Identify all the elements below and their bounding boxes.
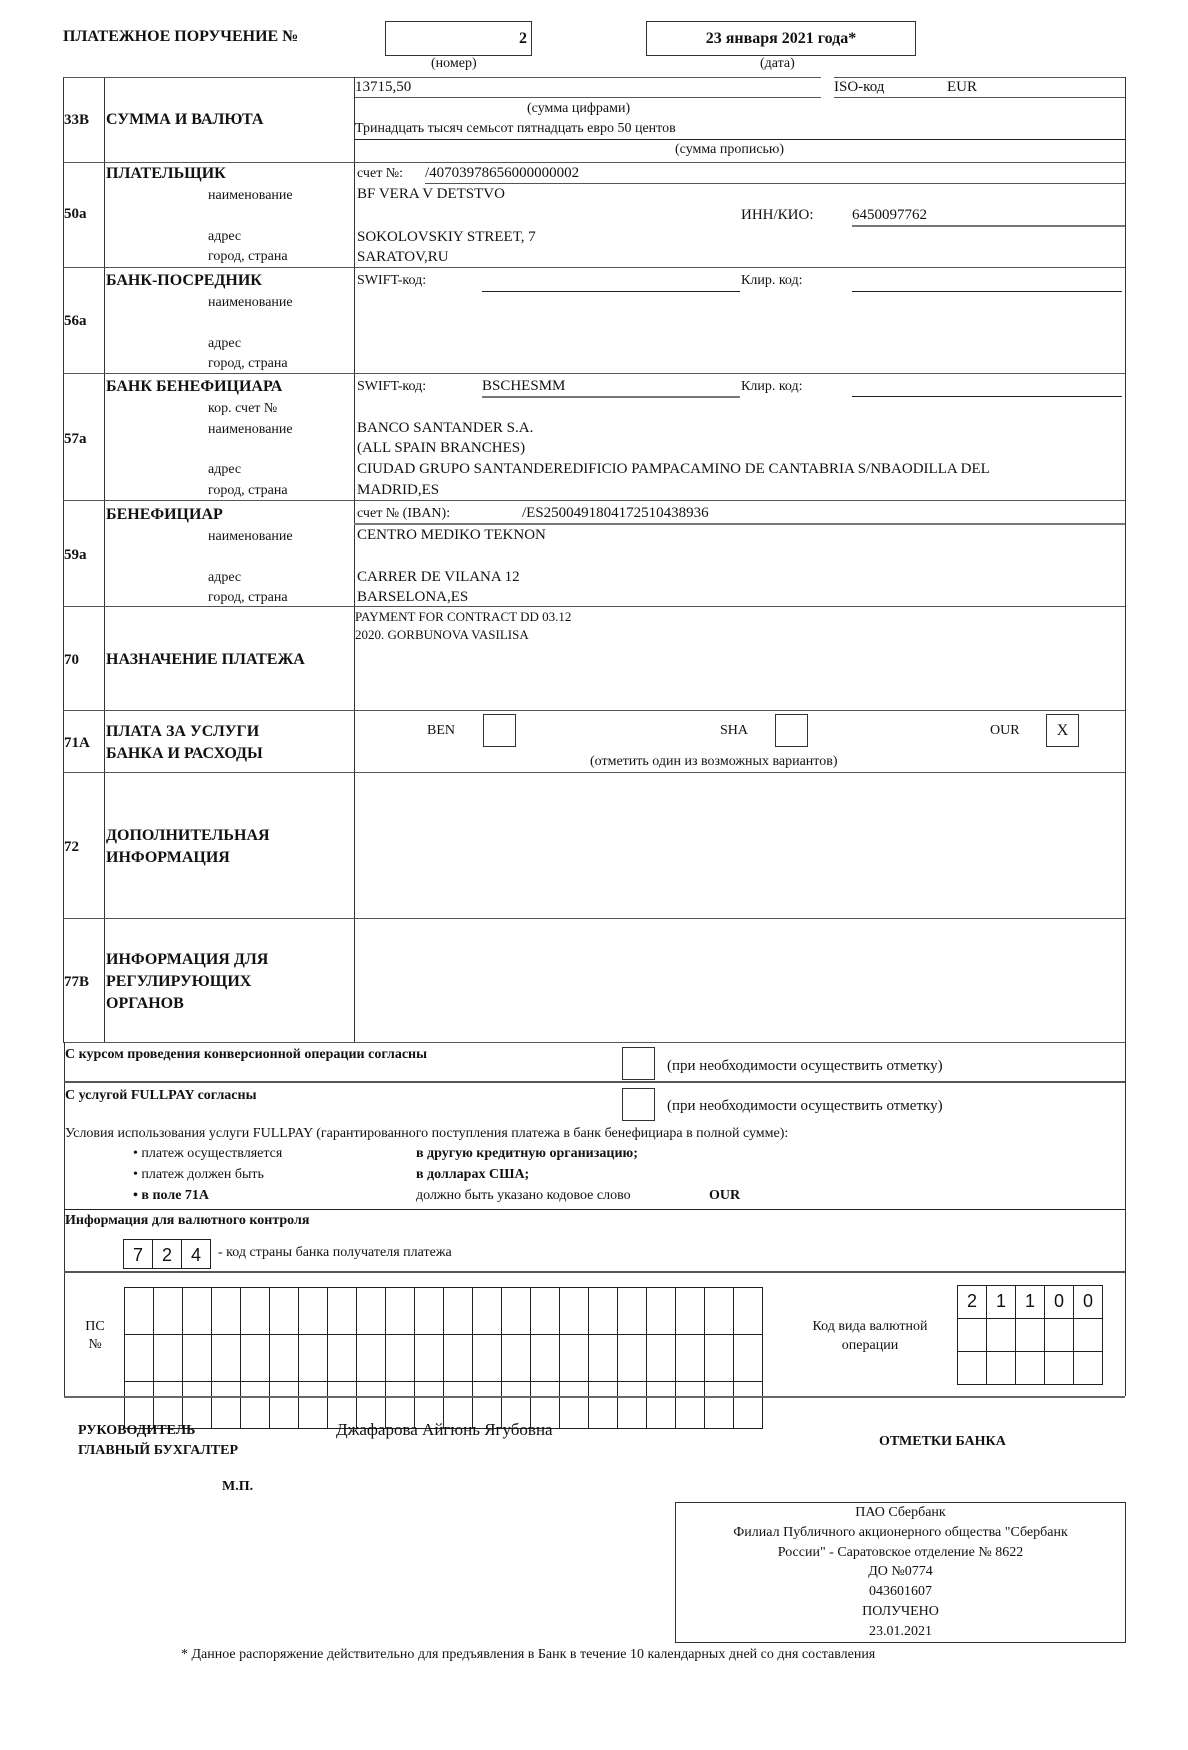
row-divider — [63, 267, 1125, 268]
ps-number-cell[interactable] — [734, 1288, 763, 1335]
sub-label-address: адрес — [208, 570, 242, 585]
ps-number-cell[interactable] — [386, 1335, 415, 1382]
beneficiary-address[interactable]: CARRER DE VILANA 12 — [357, 569, 520, 585]
country-code-cell: 4 — [182, 1240, 211, 1269]
row-divider — [63, 77, 354, 78]
order-number: 2 — [519, 30, 527, 47]
row-divider — [63, 373, 1125, 374]
row-divider — [63, 710, 1125, 711]
iso-label: ISO-код — [834, 79, 885, 95]
ps-number-cell[interactable] — [647, 1288, 676, 1335]
amount-words[interactable]: Тринадцать тысяч семьсот пятнадцать евро 50 центов — [355, 121, 676, 136]
row-divider — [63, 918, 1125, 919]
sub-label-city: город, страна — [208, 483, 288, 498]
bank-stamp-line: ДО №0774 — [868, 1564, 933, 1579]
swift-label: SWIFT-код: — [357, 273, 427, 288]
sub-label-name: наименование — [208, 529, 293, 544]
ps-number-cell[interactable] — [705, 1288, 734, 1335]
fullpay-label: С услугой FULLPAY согласны — [65, 1088, 257, 1103]
ps-number-cell[interactable] — [357, 1288, 386, 1335]
row-divider — [834, 77, 1125, 78]
ps-number-cell[interactable] — [560, 1382, 589, 1429]
sub-label-name: наименование — [208, 295, 293, 310]
fullpay-condition-left: • в поле 71А — [133, 1188, 210, 1203]
sub-label-city: город, страна — [208, 590, 288, 605]
row-divider — [63, 772, 1125, 773]
date-caption: (дата) — [760, 56, 795, 71]
bank-stamp-line: ПАО Сбербанк — [855, 1505, 946, 1520]
number-caption: (номер) — [431, 56, 477, 71]
operation-code-cell[interactable] — [987, 1319, 1016, 1352]
operation-code-cell[interactable] — [1045, 1352, 1074, 1385]
beneficiary-bank-swift[interactable]: BSCHESMM — [482, 378, 566, 394]
bank-marks-label: ОТМЕТКИ БАНКА — [879, 1434, 1006, 1449]
ps-number-cell[interactable] — [618, 1335, 647, 1382]
ps-number-cell[interactable] — [328, 1335, 357, 1382]
ps-number-cell[interactable] — [183, 1335, 212, 1382]
ps-number-cell[interactable] — [734, 1382, 763, 1429]
fullpay-code-word: OUR — [709, 1188, 741, 1203]
ps-number-cell[interactable] — [473, 1288, 502, 1335]
operation-code-cell[interactable] — [958, 1352, 987, 1385]
row-divider — [63, 1042, 1125, 1043]
sub-label-name: наименование — [208, 422, 293, 437]
code-column-divider — [104, 77, 105, 1042]
account-underline — [425, 183, 1125, 184]
ps-label-2: № — [88, 1337, 102, 1352]
bank-stamp-received: ПОЛУЧЕНО — [862, 1604, 939, 1619]
ps-number-cell[interactable] — [734, 1335, 763, 1382]
conversion-label: С курсом проведения конверсионной операции согласны — [65, 1047, 428, 1062]
operation-code-cell[interactable]: 2 — [958, 1286, 987, 1319]
field-code-72: 72 — [64, 839, 79, 855]
signer-name: Джафарова Айгюнь Ягубовна — [336, 1420, 553, 1439]
iban-underline — [354, 523, 1125, 525]
op-code-label-2: операции — [841, 1338, 899, 1353]
ps-number-cell[interactable] — [618, 1288, 647, 1335]
ps-number-cell[interactable] — [531, 1335, 560, 1382]
order-date-field[interactable] — [646, 21, 916, 56]
inn-underline — [852, 225, 1125, 227]
payer-account[interactable]: /40703978656000000002 — [425, 165, 580, 181]
ps-number-cell[interactable] — [473, 1335, 502, 1382]
operation-code-cell[interactable] — [1045, 1319, 1074, 1352]
field-code-71a: 71A — [64, 735, 90, 751]
beneficiary-bank-city[interactable]: MADRID,ES — [357, 482, 440, 498]
operation-code-cell[interactable]: 0 — [1045, 1286, 1074, 1319]
account-label: счет №: — [357, 166, 404, 181]
charges-option-label-sha: SHA — [720, 723, 749, 738]
ps-number-cell[interactable] — [502, 1288, 531, 1335]
table-right-border — [1125, 77, 1126, 1396]
ps-number-cell[interactable] — [299, 1382, 328, 1429]
country-code-cell: 2 — [153, 1240, 182, 1269]
ps-number-cell[interactable] — [676, 1382, 705, 1429]
row-divider — [64, 1271, 1125, 1273]
ps-number-cell[interactable] — [444, 1335, 473, 1382]
ps-number-cell[interactable] — [125, 1335, 154, 1382]
field-code-57a: 57a — [64, 431, 87, 447]
field-code-59a: 59a — [64, 547, 87, 563]
ps-number-cell[interactable] — [589, 1335, 618, 1382]
ps-number-cell[interactable] — [241, 1288, 270, 1335]
ps-number-cell[interactable] — [415, 1288, 444, 1335]
sub-label-address: адрес — [208, 462, 242, 477]
swift-label: SWIFT-код: — [357, 379, 427, 394]
sub-label-address: адрес — [208, 336, 242, 351]
clear-code-underline — [852, 291, 1122, 292]
ps-number-cell[interactable] — [618, 1382, 647, 1429]
field-label-50a: ПЛАТЕЛЬЩИК — [106, 165, 226, 182]
operation-code-cell[interactable] — [958, 1319, 987, 1352]
beneficiary-bank-address[interactable]: CIUDAD GRUPO SANTANDEREDIFICIO PAMPACAMINO DE CANTABRIA S/NBAODILLA DEL — [357, 461, 990, 477]
director-label: РУКОВОДИТЕЛЬ — [78, 1423, 196, 1438]
label-column-divider — [354, 77, 355, 1042]
ps-number-cell[interactable] — [589, 1382, 618, 1429]
bank-stamp-line: России" - Саратовское отделение № 8622 — [777, 1545, 1024, 1560]
charges-option-label-our: OUR — [990, 723, 1020, 738]
fullpay-hint: (при необходимости осуществить отметку) — [667, 1098, 943, 1114]
iban-label: счет № (IBAN): — [357, 506, 451, 521]
ps-number-cell[interactable] — [676, 1335, 705, 1382]
beneficiary-iban[interactable]: /ES2500491804172510438936 — [522, 505, 709, 521]
stamp-place: М.П. — [222, 1479, 254, 1494]
order-number-field[interactable] — [385, 21, 532, 56]
country-code-grid[interactable] — [123, 1239, 211, 1269]
amount-underline — [355, 97, 821, 98]
ps-label-1: ПС — [85, 1319, 105, 1334]
operation-code-cell[interactable] — [987, 1352, 1016, 1385]
iso-underline — [834, 97, 1125, 98]
ps-number-cell[interactable] — [444, 1288, 473, 1335]
clear-code-underline — [852, 396, 1122, 397]
words-underline — [355, 139, 1125, 140]
order-date: 23 января 2021 года* — [705, 30, 857, 47]
amount-caption: (сумма цифрами) — [527, 101, 631, 116]
swift-underline — [482, 396, 740, 398]
currency-control-label: Информация для валютного контроля — [65, 1213, 310, 1228]
field-code-33b: 33B — [64, 112, 90, 128]
field-label-71a-1: ПЛАТА ЗА УСЛУГИ — [106, 723, 260, 740]
ps-number-cell[interactable] — [154, 1288, 183, 1335]
ps-number-cell[interactable] — [676, 1288, 705, 1335]
document-title: ПЛАТЕЖНОЕ ПОРУЧЕНИЕ № — [63, 28, 299, 45]
ps-number-cell[interactable] — [212, 1382, 241, 1429]
field-label-56a: БАНК-ПОСРЕДНИК — [106, 272, 262, 289]
sub-label-name: наименование — [208, 188, 293, 203]
bank-stamp-line: Филиал Публичного акционерного общества "Сбербанк — [733, 1525, 1068, 1540]
field-label-59a: БЕНЕФИЦИАР — [106, 506, 223, 523]
op-code-label-1: Код вида валютной — [812, 1319, 928, 1334]
regulatory-info-field[interactable] — [356, 920, 1122, 1040]
field-label-72-1: ДОПОЛНИТЕЛЬНАЯ — [106, 827, 270, 844]
field-code-56a: 56a — [64, 313, 87, 329]
ps-number-cell[interactable] — [647, 1382, 676, 1429]
fullpay-conditions: Условия использования услуги FULLPAY (гарантированного поступления платежа в банк бенефициара в полной сумме): — [65, 1126, 789, 1141]
field-label-77b-3: ОРГАНОВ — [106, 995, 184, 1012]
field-code-50a: 50a — [64, 206, 87, 222]
charges-option-label-ben: BEN — [427, 723, 455, 738]
bank-stamp-line: 043601607 — [869, 1584, 932, 1599]
field-label-77b-2: РЕГУЛИРУЮЩИХ — [106, 973, 252, 990]
footer-note: * Данное распоряжение действительно для предъявления в Банк в течение 10 календарных дней со дня составления — [181, 1647, 876, 1662]
sub-label-city: город, страна — [208, 249, 288, 264]
clear-code-label: Клир. код: — [741, 273, 803, 288]
operation-code-cell[interactable]: 1 — [1016, 1286, 1045, 1319]
field-code-70: 70 — [64, 652, 79, 668]
ps-number-cell[interactable] — [154, 1335, 183, 1382]
amount-value[interactable]: 13715,50 — [355, 79, 412, 95]
ps-number-grid[interactable] — [124, 1287, 763, 1429]
fullpay-condition-right: должно быть указано кодовое слово — [416, 1188, 631, 1203]
payment-purpose-2[interactable]: 2020. GORBUNOVA VASILISA — [355, 627, 529, 642]
ps-number-cell[interactable] — [415, 1335, 444, 1382]
sub-label-city: город, страна — [208, 356, 288, 371]
ps-number-cell[interactable] — [270, 1288, 299, 1335]
beneficiary-bank-name-1[interactable]: BANCO SANTANDER S.A. — [357, 420, 534, 436]
iso-value[interactable]: EUR — [947, 79, 977, 95]
swift-underline — [482, 291, 740, 292]
fullpay-condition-right: в долларах США; — [416, 1167, 530, 1182]
payment-purpose-1[interactable]: PAYMENT FOR CONTRACT DD 03.12 — [355, 609, 572, 624]
ps-number-cell[interactable] — [357, 1335, 386, 1382]
ps-number-cell[interactable] — [299, 1335, 328, 1382]
field-label-57a: БАНК БЕНЕФИЦИАРА — [106, 378, 283, 395]
operation-code-grid[interactable] — [957, 1285, 1103, 1385]
bank-stamp-date: 23.01.2021 — [869, 1624, 932, 1639]
operation-code-cell[interactable] — [1016, 1319, 1045, 1352]
ps-number-cell[interactable] — [386, 1288, 415, 1335]
field-code-77b: 77B — [64, 974, 90, 990]
charges-checkbox-sha[interactable] — [775, 714, 808, 747]
sub-label-address: адрес — [208, 229, 242, 244]
ps-number-cell[interactable] — [560, 1288, 589, 1335]
ps-number-cell[interactable] — [705, 1335, 734, 1382]
country-code-caption: - код страны банка получателя платежа — [218, 1245, 452, 1260]
operation-code-cell[interactable]: 0 — [1074, 1286, 1103, 1319]
payer-name[interactable]: BF VERA V DETSTVO — [357, 186, 505, 202]
bank-stamp — [675, 1502, 1126, 1643]
ps-number-cell[interactable] — [183, 1288, 212, 1335]
field-label-72-2: ИНФОРМАЦИЯ — [106, 849, 230, 866]
ps-number-cell[interactable] — [212, 1335, 241, 1382]
operation-code-cell[interactable] — [1074, 1319, 1103, 1352]
charges-checkbox-our[interactable]: X — [1046, 714, 1079, 747]
operation-code-cell[interactable]: 1 — [987, 1286, 1016, 1319]
ps-number-cell[interactable] — [589, 1288, 618, 1335]
ps-number-cell[interactable] — [212, 1288, 241, 1335]
payer-address[interactable]: SOKOLOVSKIY STREET, 7 — [357, 229, 536, 245]
ps-number-cell[interactable] — [502, 1335, 531, 1382]
beneficiary-city[interactable]: BARSELONA,ES — [357, 589, 469, 605]
beneficiary-name[interactable]: CENTRO MEDIKO TEKNON — [357, 527, 546, 543]
ps-number-cell[interactable] — [125, 1288, 154, 1335]
field-label-71a-2: БАНКА И РАСХОДЫ — [106, 745, 263, 762]
charges-checkbox-ben[interactable] — [483, 714, 516, 747]
row-divider — [64, 1081, 1125, 1083]
row-divider — [355, 77, 821, 78]
payer-inn[interactable]: 6450097762 — [852, 207, 927, 223]
country-code-cell: 7 — [124, 1240, 153, 1269]
additional-info-field[interactable] — [356, 774, 1122, 916]
ps-number-cell[interactable] — [647, 1335, 676, 1382]
charges-caption: (отметить один из возможных вариантов) — [590, 754, 838, 769]
fullpay-condition-left: • платеж осуществляется — [133, 1146, 283, 1161]
field-label-77b-1: ИНФОРМАЦИЯ ДЛЯ — [106, 951, 269, 968]
fullpay-condition-left: • платеж должен быть — [133, 1167, 264, 1182]
ps-number-cell[interactable] — [299, 1288, 328, 1335]
beneficiary-bank-name-2[interactable]: (ALL SPAIN BRANCHES) — [357, 440, 526, 456]
accountant-label: ГЛАВНЫЙ БУХГАЛТЕР — [78, 1443, 239, 1458]
conversion-hint: (при необходимости осуществить отметку) — [667, 1058, 943, 1074]
clear-code-label: Клир. код: — [741, 379, 803, 394]
ps-number-cell[interactable] — [270, 1335, 299, 1382]
ps-number-cell[interactable] — [241, 1335, 270, 1382]
table-bottom-border — [64, 1396, 1125, 1398]
ps-number-cell[interactable] — [328, 1288, 357, 1335]
ps-number-cell[interactable] — [560, 1335, 589, 1382]
fullpay-checkbox[interactable] — [622, 1088, 655, 1121]
conversion-checkbox[interactable] — [622, 1047, 655, 1080]
operation-code-cell[interactable] — [1016, 1352, 1045, 1385]
field-label-33b: СУММА И ВАЛЮТА — [106, 111, 264, 128]
row-divider — [63, 500, 1125, 501]
row-divider — [64, 1209, 1125, 1210]
payer-city[interactable]: SARATOV,RU — [357, 249, 449, 265]
row-divider — [63, 162, 1125, 163]
fullpay-condition-right: в другую кредитную организацию; — [416, 1146, 638, 1161]
ps-number-cell[interactable] — [241, 1382, 270, 1429]
operation-code-cell[interactable] — [1074, 1352, 1103, 1385]
sub-label-corr-account: кор. счет № — [208, 401, 278, 416]
inn-label: ИНН/КИО: — [741, 207, 814, 223]
ps-number-cell[interactable] — [705, 1382, 734, 1429]
ps-number-cell[interactable] — [270, 1382, 299, 1429]
ps-number-cell[interactable] — [531, 1288, 560, 1335]
field-label-70: НАЗНАЧЕНИЕ ПЛАТЕЖА — [106, 651, 305, 668]
words-caption: (сумма прописью) — [675, 142, 785, 157]
